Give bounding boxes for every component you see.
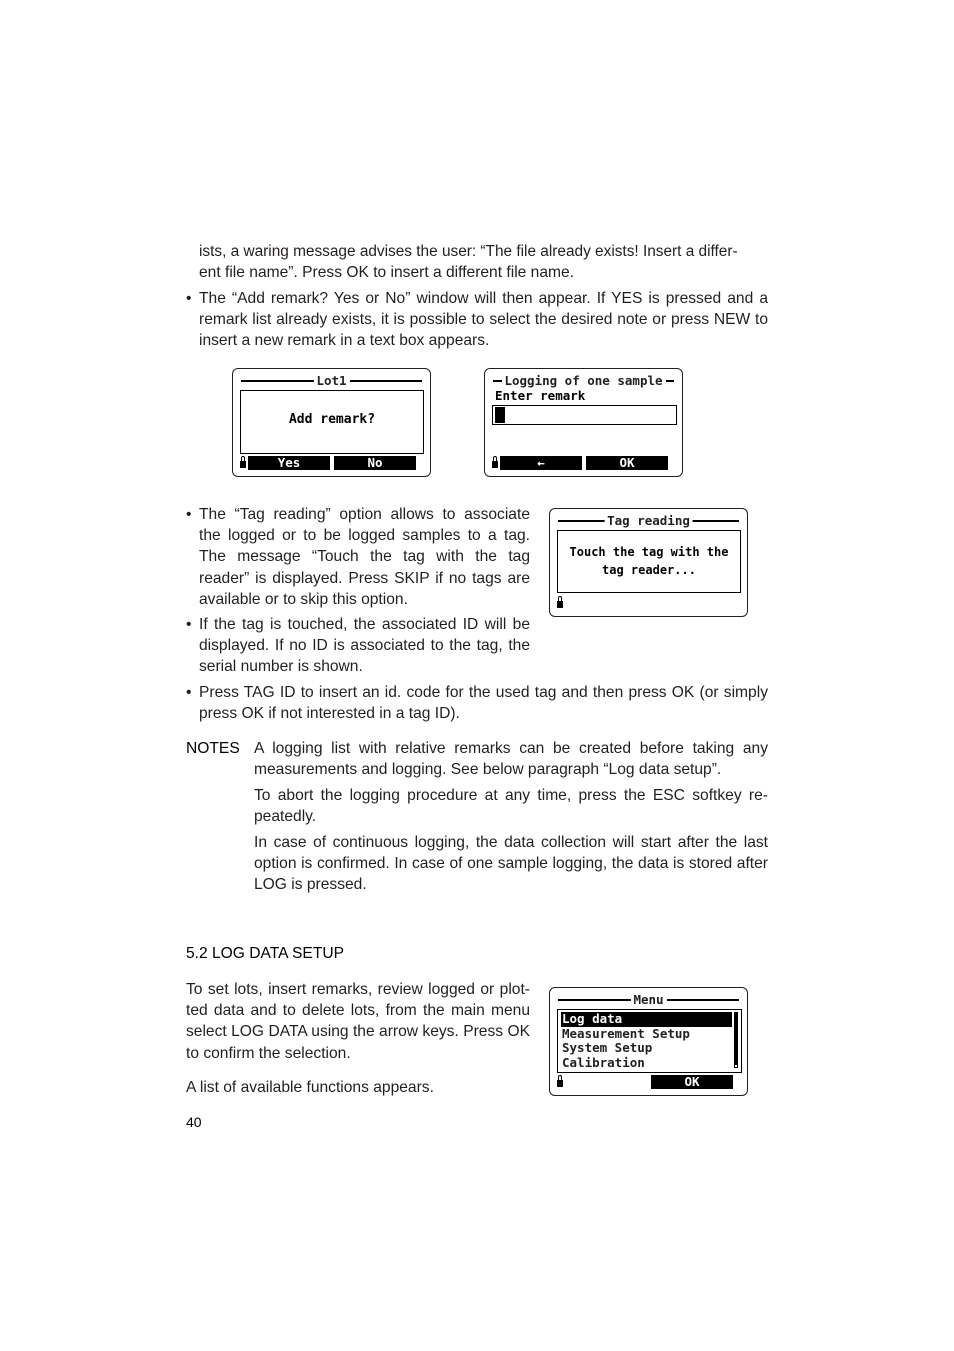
menu-item-measurement-setup[interactable]: Measurement Setup — [562, 1025, 690, 1041]
lcd-screen-tag-reading — [549, 508, 748, 617]
text-cursor — [495, 407, 505, 423]
notes-paragraph-1: A logging list with relative remarks can be created before taking any measurements and logging. See below paragraph “Log data setup”. — [254, 740, 768, 779]
softkey-back-arrow[interactable]: ← — [500, 456, 582, 470]
softkey-ok[interactable]: OK — [651, 1075, 733, 1089]
intro-line-2: ent file name”. Press OK to insert a different file name. — [199, 264, 575, 281]
tag-message-line-1: Touch the tag with the — [569, 545, 729, 559]
add-remark-message: Add remark? — [288, 412, 376, 427]
menu-item-system-setup[interactable]: System Setup — [562, 1040, 653, 1055]
softkey-no[interactable]: No — [334, 456, 416, 470]
section-paragraph-1: To set lots, insert remarks, review logged or plot-ted data and to delete lots, from the main menu select LOG DATA using the arrow keys. Press OK to confirm the selection. — [186, 981, 530, 1062]
section-heading: 5.2 LOG DATA SETUP — [186, 945, 345, 962]
lcd-screen-lot — [232, 368, 431, 477]
bullet-tag-reading — [186, 504, 530, 610]
bullet-add-remark-text: The “Add remark? Yes or No” window will then appear. If YES is pressed and a remark list already exists, it is possible to select the desired note or press NEW to insert a new remark in a text box appears. — [199, 290, 768, 350]
bullet-symbol: • — [186, 506, 192, 523]
bullet-symbol: • — [186, 290, 192, 307]
bullet-tag-id — [186, 682, 768, 724]
page-number: 40 — [186, 1114, 202, 1130]
battery-lock-icon — [557, 601, 563, 608]
screen-title: Menu — [630, 992, 666, 1007]
bullet-tag-id-text: Press TAG ID to insert an id. code for the used tag and then press OK (or simply press OK if not interested in a tag ID). — [199, 684, 768, 723]
tag-message-line-2: tag reader... — [602, 563, 696, 577]
menu-list — [557, 1009, 742, 1073]
remark-text-field[interactable] — [492, 405, 677, 425]
screen-title: Logging of one sample — [501, 373, 665, 388]
screen-title-bar — [558, 513, 739, 529]
battery-lock-icon — [557, 1080, 563, 1087]
menu-item-calibration[interactable]: Calibration — [562, 1054, 645, 1070]
bullet-tag-touched — [186, 614, 530, 678]
notes-paragraph-2: To abort the logging procedure at any time, press the ESC softkey re-peatedly. — [254, 787, 768, 826]
screen-title: Tag reading — [604, 513, 693, 528]
bullet-tag-reading-text: The “Tag reading” option allows to associate the logged or to be logged samples to a tag. The message “Touch the tag with the tag reader” is displayed. Press SKIP if no tags are available or to skip this option. — [199, 506, 530, 608]
screen-title-bar — [493, 373, 674, 389]
screen-title-bar — [241, 373, 422, 389]
intro-line-1: ists, a waring message advises the user: “The file already exists! Insert a differ- — [199, 243, 738, 260]
message-box — [557, 530, 741, 593]
lcd-screen-menu — [549, 987, 748, 1096]
softkey-ok[interactable]: OK — [586, 456, 668, 470]
enter-remark-prompt: Enter remark — [495, 388, 586, 403]
menu-scrollbar-thumb[interactable] — [735, 1013, 737, 1065]
screen-title: Lot1 — [313, 373, 349, 388]
screen-title-bar — [558, 992, 739, 1008]
menu-item-log-data[interactable]: Log data — [561, 1012, 732, 1027]
notes-paragraph-3: In case of continuous logging, the data collection will start after the last option is confirmed. In case of one sample logging, the data is stored after LOG is pressed. — [254, 834, 768, 894]
bullet-add-remark — [186, 288, 768, 352]
battery-lock-icon — [240, 461, 246, 468]
notes-label: NOTES — [186, 740, 240, 757]
section-paragraph-2: A list of available functions appears. — [186, 1079, 434, 1096]
menu-scrollbar[interactable] — [734, 1012, 738, 1068]
softkey-yes[interactable]: Yes — [248, 456, 330, 470]
bullet-symbol: • — [186, 684, 192, 701]
bullet-symbol: • — [186, 616, 192, 633]
bullet-tag-touched-text: If the tag is touched, the associated ID will be displayed. If no ID is associated to the tag, the serial number is shown. — [199, 616, 530, 676]
battery-lock-icon — [492, 461, 498, 468]
message-box — [240, 390, 424, 454]
lcd-screen-logging — [484, 368, 683, 477]
